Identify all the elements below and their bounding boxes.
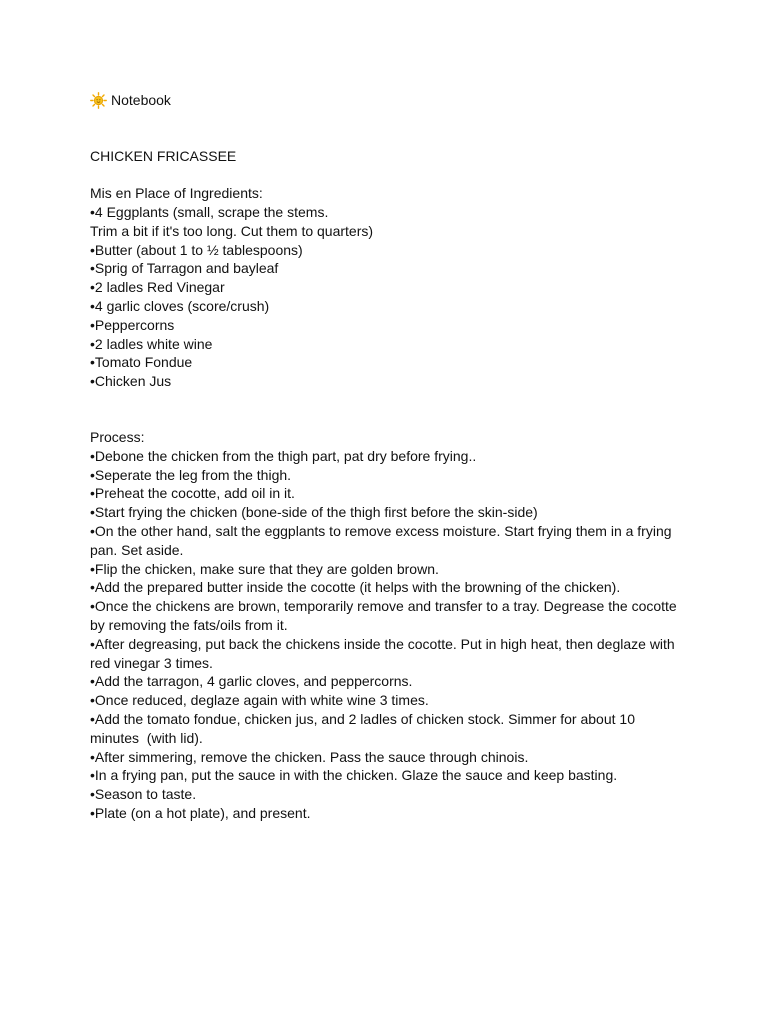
- ingredient-line: •4 Eggplants (small, scrape the stems.: [90, 204, 329, 221]
- notebook-header: [90, 90, 690, 110]
- process-line: •Plate (on a hot plate), and present.: [90, 805, 311, 821]
- process-line: •Flip the chicken, make sure that they are golden brown.: [90, 560, 439, 577]
- process-line: •Start frying the chicken (bone-side of the thigh first before the skin-side): [90, 504, 538, 521]
- process-line: by removing the fats/oils from it.: [90, 617, 288, 634]
- process-line: •On the other hand, salt the eggplants to remove excess moisture. Start frying them in a frying: [90, 523, 672, 540]
- ingredient-line: •Chicken Jus: [90, 373, 172, 390]
- process-line: •After degreasing, put back the chickens inside the cocotte. Put in high heat, then deglaze with: [90, 635, 675, 652]
- process-line: red vinegar 3 times.: [90, 654, 213, 671]
- process-line: •Add the prepared butter inside the cocotte (it helps with the browning of the chicken).: [90, 579, 621, 596]
- process-line: •In a frying pan, put the sauce in with the chicken. Glaze the sauce and keep basting.: [90, 767, 618, 784]
- notebook-label: Notebook: [111, 91, 171, 108]
- ingredients-list: [90, 203, 690, 391]
- ingredient-line: Trim a bit if it's too long. Cut them to quarters): [90, 222, 374, 239]
- process-line: •Once reduced, deglaze again with white wine 3 times.: [90, 692, 429, 709]
- ingredient-line: •Tomato Fondue: [90, 354, 193, 371]
- ingredient-line: •4 garlic cloves (score/crush): [90, 298, 270, 315]
- process-line: •Once the chickens are brown, temporarily remove and transfer to a tray. Degrease the cocotte: [90, 598, 677, 615]
- process-steps: [90, 447, 690, 823]
- ingredients-heading: Mis en Place of Ingredients:: [90, 185, 263, 202]
- process-line: pan. Set aside.: [90, 541, 184, 558]
- process-line: •Preheat the cocotte, add oil in it.: [90, 485, 295, 502]
- process-line: •Seperate the leg from the thigh.: [90, 466, 292, 483]
- process-line: •Season to taste.: [90, 786, 197, 803]
- ingredient-line: •Peppercorns: [90, 316, 175, 333]
- process-line: minutes (with lid).: [90, 729, 203, 746]
- ingredient-line: •Sprig of Tarragon and bayleaf: [90, 260, 279, 277]
- recipe-title: CHICKEN FRICASSEE: [90, 148, 237, 164]
- ingredient-line: •2 ladles Red Vinegar: [90, 279, 225, 296]
- process-heading: Process:: [90, 429, 145, 446]
- ingredient-line: •2 ladles white wine: [90, 335, 213, 352]
- sun-icon: [90, 92, 107, 109]
- process-line: •After simmering, remove the chicken. Pass the sauce through chinois.: [90, 748, 529, 765]
- process-line: •Debone the chicken from the thigh part, pat dry before frying..: [90, 447, 477, 464]
- process-line: •Add the tarragon, 4 garlic cloves, and peppercorns.: [90, 673, 413, 690]
- recipe-document: [90, 90, 690, 823]
- process-line: •Add the tomato fondue, chicken jus, and 2 ladles of chicken stock. Simmer for about 10: [90, 711, 635, 728]
- ingredient-line: •Butter (about 1 to ½ tablespoons): [90, 241, 303, 258]
